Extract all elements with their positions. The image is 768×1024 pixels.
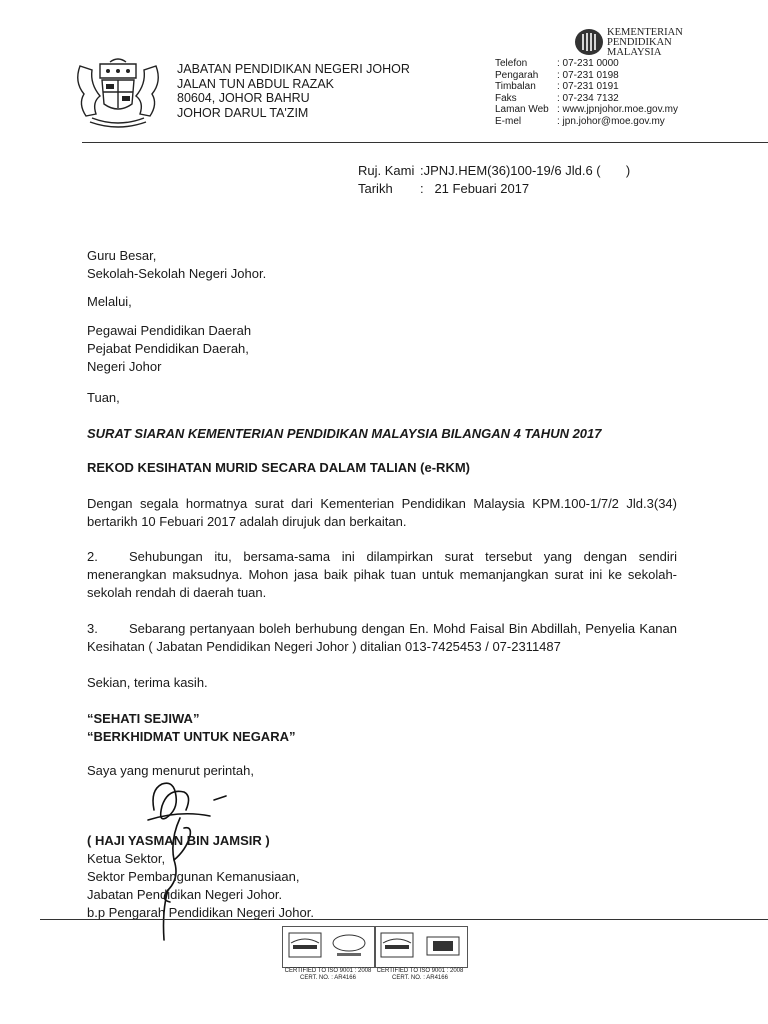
dept-line: 80604, JOHOR BAHRU [177, 91, 310, 105]
date-label: Tarikh [358, 181, 393, 196]
contact-label: Telefon [495, 58, 528, 69]
paragraph-number: 3. [87, 621, 98, 636]
paragraph-2-text: Sehubungan itu, bersama-sama ini dilampirkan surat tersebut yang dengan sendiri menerangkan maksudnya. Mohon jasa baik pihak tuan untuk memanjangkan surat ini ke sekolah-sekolah rendah di daerah tuan. [87, 549, 677, 600]
cert-line: CERT. NO. : AR4166 [392, 975, 448, 981]
reference-block [358, 162, 630, 198]
motto-line-2: “BERKHIDMAT UNTUK NEGARA” [87, 729, 296, 744]
signatory-line: Jabatan Pendidikan Negeri Johor. [87, 887, 283, 902]
contact-row [495, 104, 678, 116]
certification-badge [374, 926, 468, 968]
ref-row [358, 162, 630, 180]
contact-value: : 07-231 0000 [557, 58, 619, 69]
ministry-line: KEMENTERIAN [607, 27, 683, 38]
motto-line-1: “SEHATI SEJIWA” [87, 711, 200, 726]
contact-row [495, 81, 678, 93]
malaysia-coat-of-arms-icon [70, 58, 166, 130]
date-value: : 21 Febuari 2017 [420, 181, 530, 196]
signatory-name: ( HAJI YASMAN BIN JAMSIR ) [87, 833, 270, 848]
paragraph-3 [87, 620, 677, 656]
recipient-line: Guru Besar, [87, 248, 157, 263]
contact-row [495, 58, 678, 70]
contact-row [495, 116, 678, 128]
signatory-block [87, 850, 677, 922]
contact-label: Timbalan [495, 81, 536, 92]
certification-badge [282, 926, 376, 968]
via-line: Negeri Johor [87, 359, 162, 374]
header-divider [82, 142, 768, 143]
paragraph-2 [87, 548, 677, 602]
subject-line-2: REKOD KESIHATAN MURID SECARA DALAM TALIAN (e-RKM) [87, 460, 470, 475]
salutation: Tuan, [87, 390, 120, 405]
certification-text [370, 968, 470, 982]
ref-label: Ruj. Kami [358, 163, 415, 178]
contact-value: : www.jpnjohor.moe.gov.my [557, 104, 678, 115]
ministry-name [607, 28, 683, 58]
contact-label: Pengarah [495, 69, 539, 81]
recipient-block [87, 247, 677, 283]
cert-line: CERTIFIED TO ISO 9001 : 2008 [284, 968, 372, 974]
ministry-logo-icon [574, 28, 604, 56]
contact-value: : jpn.johor@moe.gov.my [557, 115, 665, 127]
contact-value: : 07-231 0191 [557, 81, 619, 92]
order-line: Saya yang menurut perintah, [87, 763, 254, 778]
signatory-line: b.p Pengarah Pendidikan Negeri Johor. [87, 905, 314, 920]
signatory-line: Sektor Pembangunan Kemanusiaan, [87, 869, 300, 884]
ministry-line: PENDIDIKAN [607, 37, 672, 48]
contact-row [495, 70, 678, 82]
department-address [177, 62, 410, 120]
via-block [87, 322, 677, 376]
certification-text [278, 968, 378, 982]
paragraph-number: 2. [87, 549, 98, 564]
iqnet-icon [375, 927, 467, 967]
closing: Sekian, terima kasih. [87, 675, 208, 690]
signatory-line: Ketua Sektor, [87, 851, 166, 866]
quality-system-icon [283, 927, 375, 967]
date-row [358, 180, 630, 198]
via-line: Pegawai Pendidikan Daerah [87, 323, 252, 338]
dept-line: JOHOR DARUL TA'ZIM [177, 105, 309, 120]
subject-line-1: SURAT SIARAN KEMENTERIAN PENDIDIKAN MALAYSIA BILANGAN 4 TAHUN 2017 [87, 426, 602, 441]
via-label: Melalui, [87, 294, 132, 309]
contact-label: Faks [495, 92, 517, 104]
contact-value: : 07-231 0198 [557, 69, 619, 81]
contact-row [495, 93, 678, 105]
contact-label: Laman Web [495, 104, 549, 115]
dept-line: JALAN TUN ABDUL RAZAK [177, 76, 334, 91]
paragraph-3-text: Sebarang pertanyaan boleh berhubung dengan En. Mohd Faisal Bin Abdillah, Penyelia Kanan Kesihatan ( Jabatan Pendidikan Negeri Johor ) ditalian 013-7425453 / 07-2311487 [87, 621, 677, 654]
ref-value: :JPNJ.HEM(36)100-19/6 Jld.6 ( ) [420, 163, 631, 178]
footer-divider [40, 919, 768, 920]
contact-label: E-mel [495, 115, 522, 127]
via-line: Pejabat Pendidikan Daerah, [87, 341, 249, 356]
ministry-line: MALAYSIA [607, 47, 662, 58]
paragraph-1: Dengan segala hormatnya surat dari Kementerian Pendidikan Malaysia KPM.100-1/7/2 Jld.3(34) bertarikh 10 Febuari 2017 adalah dirujuk dan berkaitan. [87, 496, 677, 529]
recipient-line: Sekolah-Sekolah Negeri Johor. [87, 266, 267, 281]
cert-line: CERT. NO. : AR4166 [300, 975, 356, 981]
cert-line: CERTIFIED TO ISO 9001 : 2008 [376, 968, 464, 974]
contact-details [495, 58, 678, 127]
dept-line: JABATAN PENDIDIKAN NEGERI JOHOR [177, 62, 410, 76]
contact-value: : 07-234 7132 [557, 92, 619, 104]
